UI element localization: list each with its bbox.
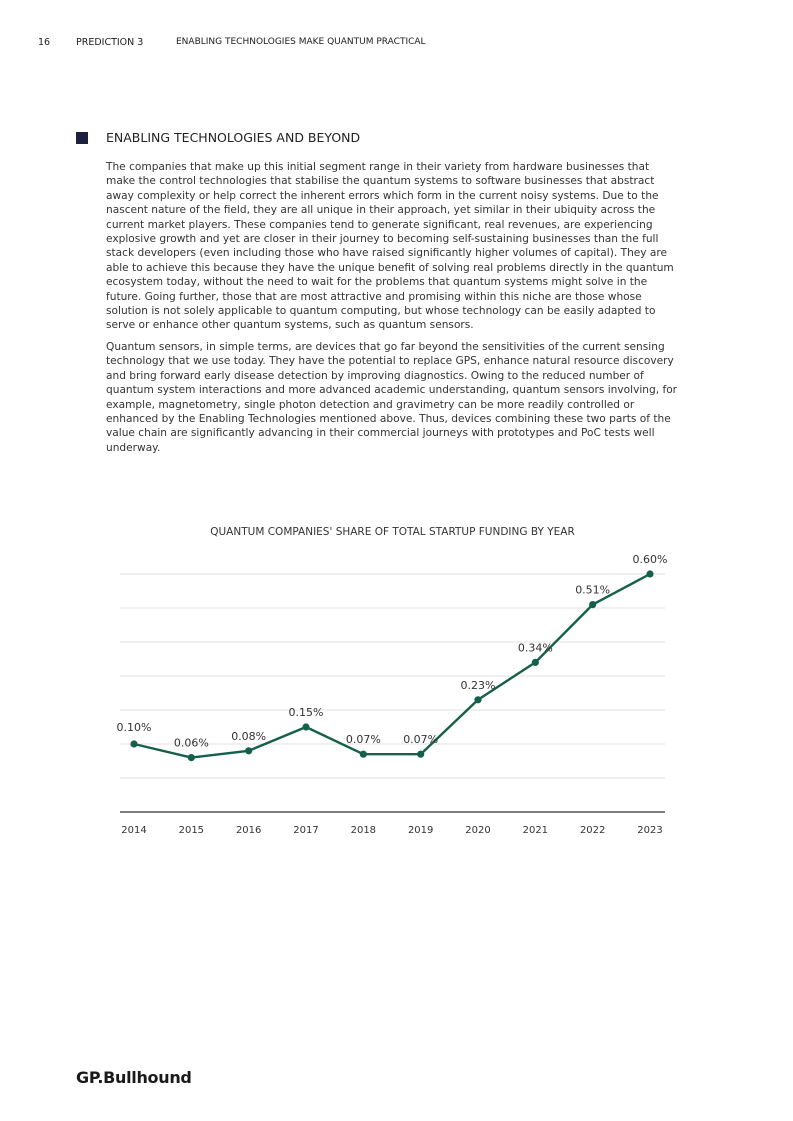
- data-label: 0.08%: [231, 729, 267, 743]
- page-number: 16: [38, 37, 51, 48]
- x-tick-label: 2019: [407, 825, 434, 836]
- data-label: 0.07%: [403, 733, 439, 747]
- heading-square-icon: [76, 132, 88, 144]
- data-point: [474, 696, 481, 703]
- data-point: [188, 754, 195, 761]
- data-point: [646, 570, 653, 577]
- data-point: [130, 740, 137, 747]
- paragraph-1: [106, 160, 680, 333]
- data-point: [589, 601, 596, 608]
- x-tick-label: 2023: [637, 825, 663, 836]
- data-point: [360, 751, 367, 758]
- data-label: 0.06%: [173, 736, 209, 750]
- data-label: 0.15%: [288, 706, 324, 719]
- data-point: [245, 747, 252, 754]
- data-point: [532, 659, 539, 666]
- gp-bullhound-logo: GP.Bullhound: [76, 1068, 192, 1087]
- section-title: ENABLING TECHNOLOGIES AND BEYOND: [106, 130, 361, 145]
- paragraph-text: The companies that make up this initial segment range in their variety from hardware businesses that make the control technologies that stabilise the quantum systems to software businesses that abstract away complexity or help correct the inherent errors which form in the current noisy systems. Due to the nascent nature of the field, they are all unique in their approach, yet similar in their ubiquity across the current market players. These companies tend to generate significant, real revenues, are experiencing explosive growth and yet are closer in their journey to becoming self-sustaining businesses than the full stack developers (even including those who have raised significantly higher volumes of capital). They are able to achieve this because they have the unique benefit of solving real problems directly in the quantum ecosystem today, without the need to wait for the problems that quantum systems might solve in the future. Going further, those that are most attractive and promising within this niche are those whose solution is not solely applicable to quantum computing, but whose technology can be easily adapted to serve or enhance other quantum systems, such as quantum sensors.: [106, 161, 674, 332]
- chart-title: QUANTUM COMPANIES' SHARE OF TOTAL STARTUP FUNDING BY YEAR: [210, 526, 575, 538]
- data-point: [302, 723, 309, 730]
- line-chart: [0, 553, 793, 850]
- prediction-label: PREDICTION 3: [76, 37, 144, 48]
- data-point: [417, 751, 424, 758]
- data-label: 0.10%: [116, 721, 152, 734]
- x-tick-label: 2016: [235, 825, 262, 836]
- page-header: [0, 37, 793, 51]
- x-tick-label: 2017: [293, 825, 319, 836]
- x-tick-label: 2021: [522, 825, 549, 836]
- paragraph-text: Quantum sensors, in simple terms, are devices that go far beyond the sensitivities of the current sensing technology that we use today. They have the potential to replace GPS, enhance natural resource discovery and bring forward early disease detection by improving diagnostics. Owing to the reduced number of quantum system interactions and more advanced academic understanding, quantum sensors involving, for example, magnetometry, single photon detection and gravimetry can be more readily controlled or enhanced by the Enabling Technologies mentioned above. Thus, devices combining these two parts of the value chain are significantly advancing in their commercial journeys with prototypes and PoC tests well underway.: [106, 341, 678, 454]
- data-label: 0.60%: [632, 553, 668, 566]
- x-tick-label: 2014: [121, 825, 147, 836]
- data-label: 0.07%: [345, 733, 381, 747]
- paragraph-2: [106, 340, 680, 455]
- x-tick-label: 2022: [579, 825, 606, 836]
- x-tick-label: 2020: [465, 825, 491, 836]
- data-label: 0.34%: [517, 641, 553, 655]
- x-tick-label: 2015: [178, 825, 205, 836]
- x-tick-label: 2018: [350, 825, 377, 836]
- section-label: ENABLING TECHNOLOGIES MAKE QUANTUM PRACTICAL: [176, 37, 426, 47]
- data-label: 0.51%: [575, 583, 611, 597]
- data-label: 0.23%: [460, 678, 496, 692]
- series-line: [134, 574, 650, 758]
